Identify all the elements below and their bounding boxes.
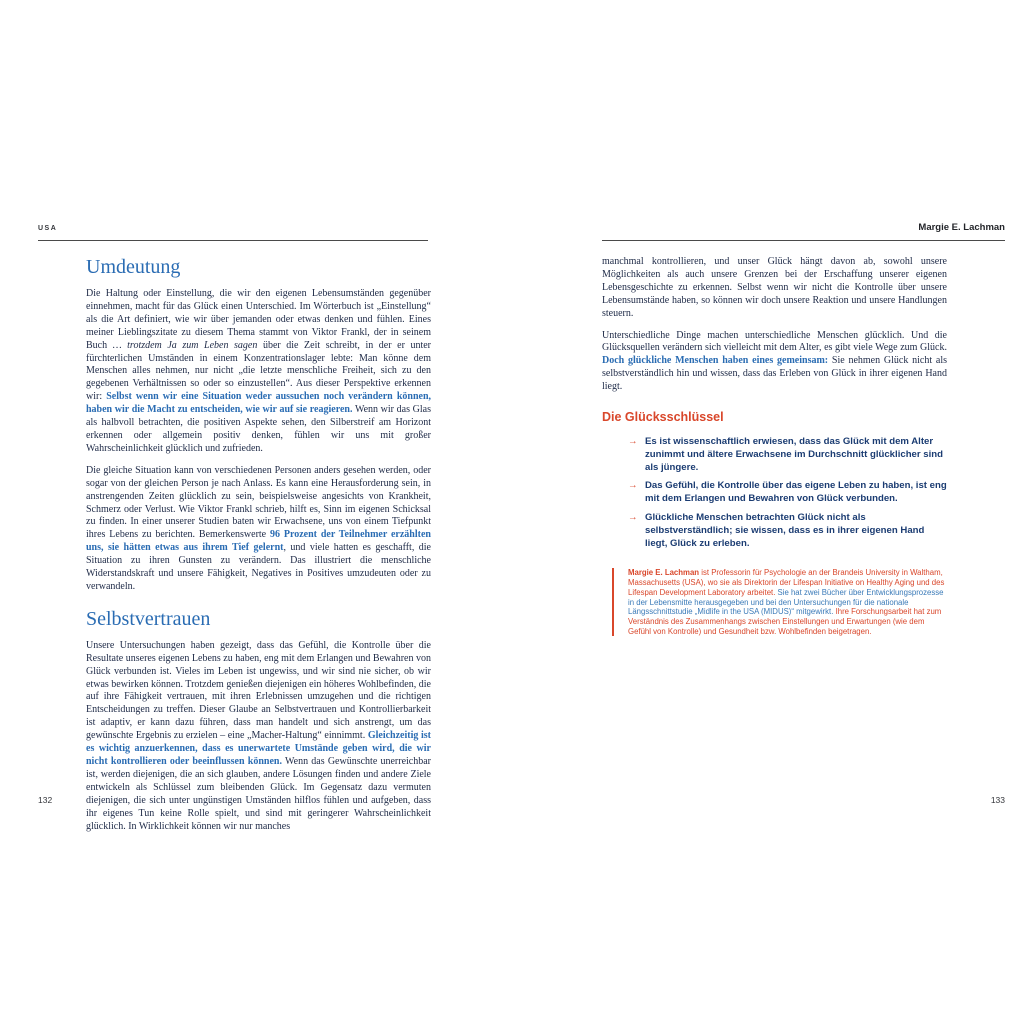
text-run: Unsere Untersuchungen haben gezeigt, dass das Gefühl, die Kontrolle über die Resultate unseres eigenen Lebens zu haben, eng mit dem Erlangen und Bewahren von Glück verbunden ist. Vieles im Leben ist ungewiss, und wir sind nie sicher, ob wir etwas bewirken können. Trotzdem genießen diejenigen ein höheres Wohlbefinden, die auf ihre Fähigkeit vertrauen, mit ihren Erlebnissen umzugehen und die richtigen Entscheidungen zu treffen. Dieser Glaube an Selbstvertrauen und Kontrollierbarkeit ist adaptiv, er kann dazu führen, dass man handelt und sich anstrengt, um das gewünschte Ergebnis zu erzielen – eine „Macher-Haltung“ einnimmt. xyxy=(86,639,431,742)
text-run: manchmal kontrollieren, und unser Glück hängt davon ab, sowohl unsere Möglichkeiten als auch unsere Grenzen bei der Erschaffung unserer eigenen Lebensgeschichte zu erkennen. Selbst wenn wir nicht die Kontrolle über unsere Lebensumstände haben, so können wir doch unsere Reaktion und unsere Handlungen steuern. xyxy=(602,256,947,319)
list-item xyxy=(628,512,947,550)
text-run: Gleichzeitig ist es wichtig anzuerkennen, dass es unerwartete Umstände geben wird, die wir nicht kontrollieren oder beeinflussen können. xyxy=(86,730,431,767)
heading-selbstvertrauen: Selbstvertrauen xyxy=(86,607,211,630)
text-run: Wenn das Gewünschte unerreichbar ist, werden diejenigen, die an sich glauben, andere Lösungen finden und andere Ziele entwickeln als Schlüssel zum bleibenden Glück. Im Gegensatz dazu vermuten diejenigen, die sich unter ungünstigen Umständen hilflos fühlen und aufgeben, dass ihr eigenes Tun keine Rolle spielt, und sind mit geringerer Wahrscheinlichkeit glücklich. In Wirklichkeit können wir nur manches xyxy=(86,756,431,832)
header-rule-left xyxy=(38,240,428,241)
list-item xyxy=(628,436,947,474)
heading-umdeutung: Umdeutung xyxy=(86,256,181,278)
text-run: Wenn wir das Glas als halbvoll betrachten, die positiven Aspekte sehen, den Silberstreif am Horizont erkennen oder allgemein positiv denken, fühlen wir uns mit großer Wahrscheinlichkeit glücklich und zufrieden. xyxy=(86,404,431,454)
body-paragraph xyxy=(86,640,431,834)
keys-list xyxy=(628,436,947,550)
heading-gluecksschluessel: Die Glücksschlüssel xyxy=(602,410,724,425)
text-run: Margie E. Lachman xyxy=(628,568,700,578)
body-paragraph xyxy=(86,465,431,594)
text-run: 96 Prozent der Teilnehmer erzählten uns, sie hätten etwas aus ihrem Tief gelernt xyxy=(86,529,431,554)
text-run: Ihre Forschungsarbeit hat zum Verständnis des Zusammenhangs zwischen Einstellungen und Erwartungen (wie dem Gefühl von Kontrolle) und Gesundheit bzw. Wohlbefinden beigetragen. xyxy=(628,607,942,636)
text-run: Unterschiedliche Dinge machen unterschiedliche Menschen glücklich. Und die Glücksquellen verändern sich vielleicht mit dem Alter, es gibt viele Wege zum Glück. xyxy=(602,329,947,354)
text-run: über die Zeit schreibt, in der er unter fürchterlichen Umständen in einem Konzentrationslager lebte: Man könne dem Menschen alles nehmen, nur nicht „die letzte menschliche Freiheit, sich zu den gegebenen Verhältnissen so oder so einzustellen“. Aus dieser Perspektive erkennen wir: xyxy=(86,339,432,403)
list-item-text: Es ist wissenschaftlich erwiesen, dass das Glück mit dem Alter zunimmt und ältere Erwachsene im Durchschnitt glücklicher sind als jüngere. xyxy=(645,436,944,473)
arrow-bullet-icon: → xyxy=(628,480,638,492)
list-item xyxy=(628,480,947,506)
text-run: ist Professorin für Psychologie an der Brandeis University in Waltham, Massachusetts (USA), wo sie als Direktorin der Lifespan Initiative on Healthy Aging und des Lifespan Development Laboratory arbeitet. xyxy=(628,568,945,597)
text-run: Selbst wenn wir eine Situation weder aussuchen noch verändern können, haben wir die Macht zu entscheiden, wie wir auf sie reagieren. xyxy=(86,391,432,416)
author-bio-block xyxy=(612,568,947,636)
page-number-left: 132 xyxy=(38,795,53,805)
body-paragraph xyxy=(602,256,947,321)
running-head-left: USA xyxy=(38,225,58,232)
body-paragraph xyxy=(86,288,431,456)
list-item-text: Glückliche Menschen betrachten Glück nicht als selbstverständlich; sie wissen, dass es in ihrer eigenen Hand liegt, Glück zu erleben. xyxy=(645,512,925,549)
text-run: , und viele hatten es geschafft, die Situation zu ihren Gunsten zu verändern. Das illustriert die menschliche Widerstandskraft und unsere Fähigkeit, Negatives in Positives umzudeuten oder zu verwandeln. xyxy=(86,542,431,592)
list-item-text: Das Gefühl, die Kontrolle über das eigene Leben zu haben, ist eng mit dem Erlangen und Bewahren von Glück verbunden. xyxy=(645,480,947,505)
page-number-right: 133 xyxy=(990,795,1005,805)
text-run: Die gleiche Situation kann von verschiedenen Personen anders gesehen werden, oder sogar von der gleichen Person je nach Anlass. Es kann eine Herausforderung sein, in anstrengenden Zeiten glücklich zu sein, beispielsweise angesichts von Krankheit, Schmerz oder Verlust. Wie Viktor Frankl schrieb, hilft es, Sinn im eigenen Schicksal zu finden. In einer unserer Studien baten wir Erwachsene, uns von einem Tiefpunkt ihres Lebens zu berichten. Bemerkenswerte xyxy=(86,464,431,541)
text-run: Die Haltung oder Einstellung, die wir den eigenen Lebensumständen gegenüber einnehmen, macht für das Glück einen Unterschied. Im Wörterbuch ist „Einstellung“ als die Art definiert, wie wir über jemanden oder etwas denken und fühlen. Eines meiner Lieblingszitate zu diesem Thema stammt von Viktor Frankl, der in seinem Buch xyxy=(86,288,431,351)
arrow-bullet-icon: → xyxy=(628,512,638,524)
text-run: Sie nehmen Glück nicht als selbstverständlich hin und wissen, dass das Erleben von Glück in ihrer eigenen Hand liegt. xyxy=(602,355,947,393)
right-text-column xyxy=(602,256,947,636)
left-text-column xyxy=(86,256,431,842)
running-head-right: Margie E. Lachman xyxy=(918,222,1005,233)
text-run: … trotzdem Ja zum Leben sagen xyxy=(112,339,258,351)
body-paragraph xyxy=(602,330,947,395)
text-run: Doch glückliche Menschen haben eines gemeinsam: xyxy=(602,355,829,367)
header-rule-right xyxy=(602,240,1005,241)
text-run: Sie hat zwei Bücher über Entwicklungsprozesse in der Lebensmitte herausgegeben und bei den Untersuchungen für die nationale Längsschnittstudie „Midlife in the USA (MIDUS)“ mitgewirkt. xyxy=(628,587,944,617)
arrow-bullet-icon: → xyxy=(628,436,638,448)
author-bio-text xyxy=(628,568,947,636)
